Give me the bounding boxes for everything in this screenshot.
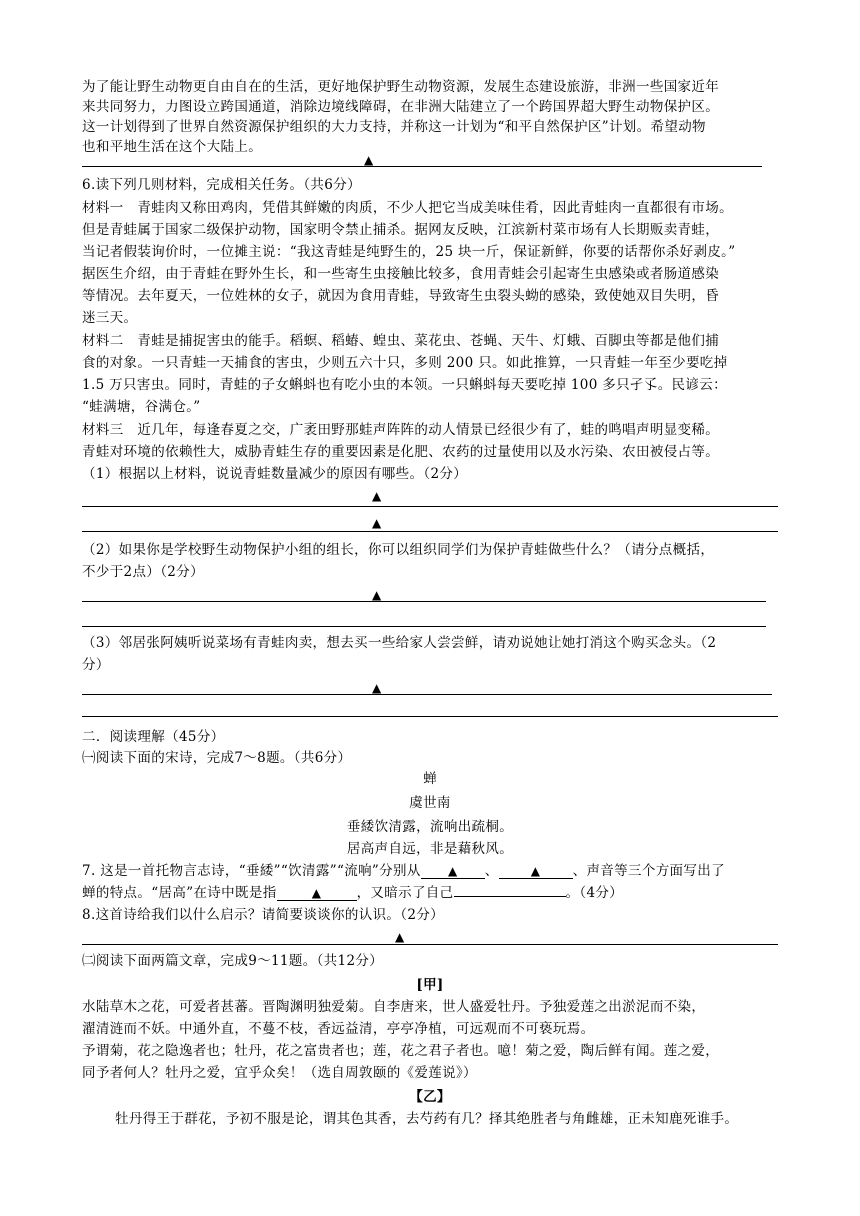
poem-title: 蝉 xyxy=(423,771,437,787)
text-jia-line: 予谓菊，花之隐逸者也；牡丹，花之富贵者也；莲，花之君子者也。噫！菊之爱，陶后鲜有闻。莲之爱， xyxy=(82,1043,720,1059)
q6-sub1: （1）根据以上材料，说说青蛙数量减少的原因有哪些。（2分） xyxy=(82,466,468,482)
part1-heading: ㈠阅读下面的宋诗，完成7～8题。（共6分） xyxy=(82,750,352,766)
answer-line[interactable] xyxy=(82,601,766,602)
q6-sub2: 不少于2点）（2分） xyxy=(82,564,204,580)
q7-line2 xyxy=(82,884,623,902)
answer-marker: ▲ xyxy=(372,489,382,503)
answer-line[interactable] xyxy=(82,166,762,167)
q7-blank-4[interactable] xyxy=(454,896,566,897)
text-yi-title: 【乙】 xyxy=(409,1089,451,1105)
q6-sub3: （3）邻居张阿姨听说菜场有青蛙肉卖，想去买一些给家人尝尝鲜，请劝说她让她打消这个购买念头。（2 xyxy=(82,635,717,651)
material1-line: 当记者假装询价时，一位摊主说：“我这青蛙是纯野生的，25 块一斤，保证新鲜，你要的话帮你杀好剥皮。” xyxy=(82,244,736,260)
answer-marker: ▲ xyxy=(372,516,382,530)
q7-blank-2[interactable] xyxy=(499,864,573,879)
answer-line[interactable] xyxy=(82,716,778,717)
answer-marker: ▲ xyxy=(372,588,382,602)
material3-line: 青蛙对环境的依赖性大，威胁青蛙生存的重要因素是化肥、农药的过量使用以及水污染、农田被侵占等。 xyxy=(82,444,720,460)
poem-line: 居高声自远，非是藉秋风。 xyxy=(346,841,514,857)
answer-line[interactable] xyxy=(82,531,778,532)
answer-marker: ▲ xyxy=(530,864,541,878)
intro-line: 来共同努力，力图设立跨国通道，消除边境线障碍，在非洲大陆建立了一个跨国界超大野生动物保护区。 xyxy=(82,99,720,115)
poem-author: 虞世南 xyxy=(409,795,451,811)
q6-sub3: 分） xyxy=(82,657,110,673)
answer-line[interactable] xyxy=(82,694,772,695)
material2-line: 材料二 青蛙是捕捉害虫的能手。稻螟、稻蝽、蝗虫、菜花虫、苍蝇、天牛、灯蛾、百脚虫等都是他们捕 xyxy=(82,333,720,349)
answer-line[interactable] xyxy=(82,944,778,945)
material1-line: 据医生介绍，由于青蛙在野外生长，和一些寄生虫接触比较多，食用青蛙会引起寄生虫感染或者肠道感染 xyxy=(82,266,720,282)
q7-text: ，又暗示了自己 xyxy=(356,885,454,901)
q7-text: 。（4分） xyxy=(565,885,624,901)
answer-marker: ▲ xyxy=(447,864,458,878)
answer-line[interactable] xyxy=(82,506,778,507)
intro-line: 为了能让野生动物更自由自在的生活，更好地保护野生动物资源，发展生态建设旅游，非洲一些国家近年 xyxy=(82,79,720,95)
text-jia-title: [甲] xyxy=(416,977,444,993)
q8-text: 8.这首诗给我们以什么启示？请简要谈谈你的认识。（2分） xyxy=(82,907,445,923)
answer-marker: ▲ xyxy=(372,681,382,695)
text-jia-line: 水陆草木之花，可爱者甚蕃。晋陶渊明独爱菊。自李唐来，世人盛爱牡丹。予独爱莲之出淤泥而不染， xyxy=(82,999,706,1015)
material2-line: 食的对象。一只青蛙一天捕食的害虫，少则五六十只，多则 200 只。如此推算，一只青蛙一年至少要吃掉 xyxy=(82,355,728,371)
text-jia-line: 濯清涟而不妖。中通外直，不蔓不枝，香远益清，亭亭净植，可远观而不可亵玩焉。 xyxy=(82,1021,595,1037)
material1-line: 但是青蛙属于国家二级保护动物，国家明令禁止捕杀。据网友反映，江滨新村菜市场有人长期贩卖青蛙， xyxy=(82,222,720,238)
text-jia-line: 同予者何人？牡丹之爱，宜乎众矣！（选自周敦颐的《爱莲说》） xyxy=(82,1065,477,1081)
material1-line: 材料一 青蛙肉又称田鸡肉，凭借其鲜嫩的肉质，不少人把它当成美味佳肴，因此青蛙肉一直都很有市场。 xyxy=(82,200,733,216)
q7-text: 、 xyxy=(484,863,499,879)
answer-marker: ▲ xyxy=(364,153,374,167)
q7-line1 xyxy=(82,862,725,880)
q6-heading: 6.读下列几则材料，完成相关任务。（共6分） xyxy=(82,177,361,193)
answer-marker: ▲ xyxy=(311,886,322,900)
q7-text: 7. 这是一首托物言志诗，“垂緌”“饮清露”“流响”分别从 xyxy=(82,863,421,879)
poem-line: 垂緌饮清露，流响出疏桐。 xyxy=(346,819,514,835)
material2-line: “蛙满塘，谷满仓。” xyxy=(82,399,201,415)
intro-line: 这一计划得到了世界自然资源保护组织的大力支持，并称这一计划为“和平自然保护区”计划。希望动物 xyxy=(82,119,706,135)
material3-line: 材料三 近几年，每逢春夏之交，广袤田野那蛙声阵阵的动人情景已经很少有了，蛙的鸣唱声明显变稀。 xyxy=(82,422,720,438)
q7-blank-3[interactable] xyxy=(277,886,357,901)
answer-marker: ▲ xyxy=(395,930,405,944)
q6-sub2: （2）如果你是学校野生动物保护小组的组长，你可以组织同学们为保护青蛙做些什么？（请分点概括， xyxy=(82,542,715,558)
section2-heading: 二．阅读理解（45分） xyxy=(82,729,225,745)
answer-line[interactable] xyxy=(82,626,766,627)
q7-text: 、声音等三个方面写出了 xyxy=(572,863,725,879)
text-yi-line: 牡丹得王于群花，予初不服是论，谓其色其香，去芍药有几？择其绝胜者与角雌雄，正未知鹿死谁手。 xyxy=(115,1111,739,1127)
q7-text: 蝉的特点。“居高”在诗中既是指 xyxy=(82,885,277,901)
material1-line: 等情况。去年夏天，一位姓林的女子，就因为食用青蛙，导致寄生虫裂头蚴的感染，致使她双目失明，昏 xyxy=(82,288,720,304)
q7-blank-1[interactable] xyxy=(421,864,485,879)
part2-heading: ㈡阅读下面两篇文章，完成9～11题。（共12分） xyxy=(82,953,384,969)
material1-line: 迷三天。 xyxy=(82,310,138,326)
intro-line: 也和平地生活在这个大陆上。 xyxy=(82,139,263,155)
material2-line: 1.5 万只害虫。同时，青蛙的子女蝌蚪也有吃小虫的本领。一只蝌蚪每天要吃掉 100 多只孑孓。民谚云： xyxy=(82,377,727,393)
